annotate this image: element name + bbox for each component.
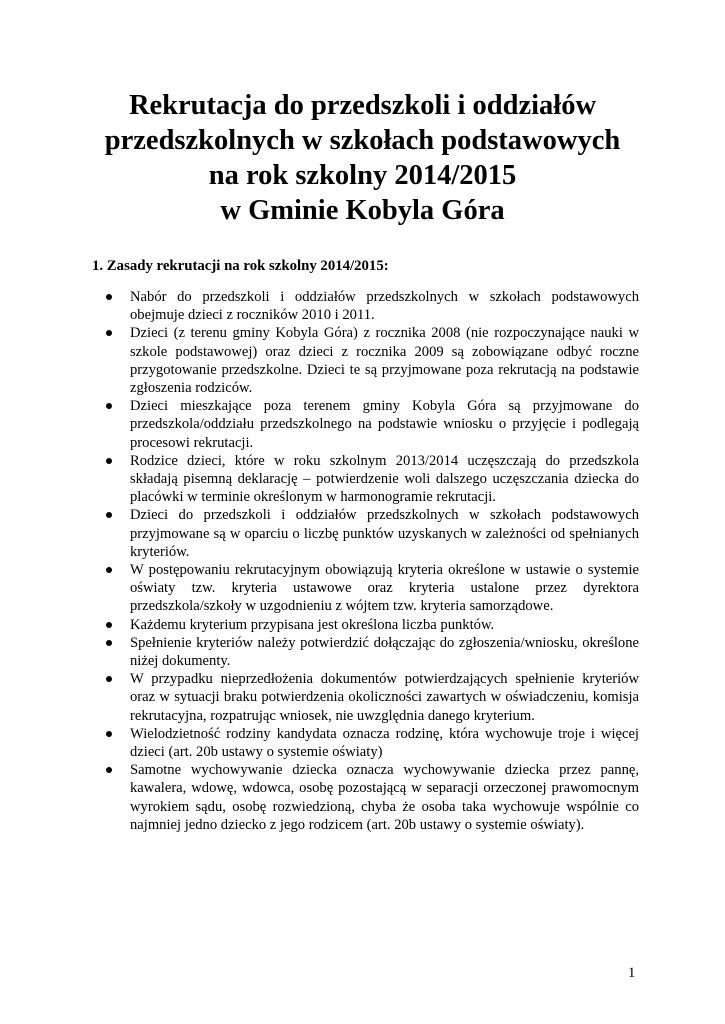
list-item <box>0 506 725 561</box>
title-line-4: w Gminie Kobyla Góra <box>220 195 505 226</box>
bullet-icon <box>106 403 112 409</box>
bullet-icon <box>106 567 112 573</box>
page-number: 1 <box>628 965 636 981</box>
bullet-icon <box>106 294 112 300</box>
list-item-text: Nabór do przedszkoli i oddziałów przedszkolnych w szkołach podstawowych obejmuje dzieci z roczników 2010 i 2011. <box>130 289 639 324</box>
list-item <box>0 761 725 834</box>
document-title <box>60 88 665 228</box>
bullet-icon <box>106 767 112 773</box>
list-item <box>0 670 725 725</box>
title-line-2: przedszkolnych w szkołach podstawowych <box>104 125 621 156</box>
bullet-icon <box>106 676 112 682</box>
bullet-icon <box>106 458 112 464</box>
list-item-text: W przypadku nieprzedłożenia dokumentów potwierdzających spełnienie kryteriów oraz w sytuacji braku potwierdzenia okoliczności zawartych w oświadczeniu, komisja rekrutacyjna, rozpatrując wniosek, nie uwzględnia danego kryterium. <box>130 671 639 724</box>
list-item-text: Wielodzietność rodziny kandydata oznacza rodzinę, która wychowuje troje i więcej dzieci (art. 20b ustawy o systemie oświaty) <box>130 725 639 761</box>
rules-list <box>0 288 725 834</box>
list-item-text: Spełnienie kryteriów należy potwierdzić dołączając do zgłoszenia/wniosku, określone niżej dokumenty. <box>130 634 639 670</box>
list-item <box>0 725 725 761</box>
list-item-text: Dzieci (z terenu gminy Kobyla Góra) z rocznika 2008 (nie rozpoczynające nauki w szkole podstawowej) oraz dzieci z rocznika 2009 są zobowiązane odbyć roczne przygotowanie przedszkolne. Dzieci te są przyjmowane poza rekrutacją na podstawie zgłoszenia rodziców. <box>130 325 639 397</box>
bullet-icon <box>106 731 112 737</box>
title-line-3: na rok szkolny 2014/2015 <box>208 160 517 191</box>
list-item <box>0 634 725 670</box>
bullet-icon <box>106 512 112 518</box>
list-item-text: W postępowaniu rekrutacyjnym obowiązują kryteria określone w ustawie o systemie oświaty tzw. kryteria ustawowe oraz kryteria ustalone przez dyrektora przedszkola/szkoły w uzgodnieniu z wójtem tzw. kryteria samorządowe. <box>130 562 639 615</box>
list-item <box>0 452 725 507</box>
section-heading: 1. Zasady rekrutacji na rok szkolny 2014/2015: <box>92 258 389 274</box>
list-item-text: Samotne wychowywanie dziecka oznacza wychowywanie dziecka przez pannę, kawalera, wdowę, wdowca, osobę pozostającą w separacji orzeczonej prawomocnym wyrokiem sądu, osobę rozwiedzioną, chyba że osoba taka wychowuje wspólnie co najmniej jedno dziecko z jego rodzicem (art. 20b ustawy o systemie oświaty). <box>130 762 639 833</box>
list-item <box>0 561 725 616</box>
bullet-icon <box>106 622 112 628</box>
list-item <box>0 616 725 634</box>
list-item <box>0 397 725 452</box>
list-item <box>0 324 725 397</box>
title-line-1: Rekrutacja do przedszkoli i oddziałów <box>128 90 597 121</box>
list-item-text: Każdemu kryterium przypisana jest określona liczba punktów. <box>130 616 495 633</box>
list-item-text: Rodzice dzieci, które w roku szkolnym 2013/2014 uczęszczają do przedszkola składają pisemną deklarację – potwierdzenie woli dalszego uczęszczania dziecka do placówki w terminie określonym w harmonogramie rekrutacji. <box>130 452 639 506</box>
list-item-text: Dzieci mieszkające poza terenem gminy Kobyla Góra są przyjmowane do przedszkola/oddziału przedszkolnego na podstawie wniosku o przyjęcie i podlegają procesowi rekrutacji. <box>130 398 639 451</box>
bullet-icon <box>106 330 112 336</box>
bullet-icon <box>106 640 112 646</box>
list-item-text: Dzieci do przedszkoli i oddziałów przedszkolnych w szkołach podstawowych przyjmowane są w oparciu o liczbę punktów uzyskanych w zależności od spełnianych kryteriów. <box>130 507 639 560</box>
list-item <box>0 288 725 324</box>
